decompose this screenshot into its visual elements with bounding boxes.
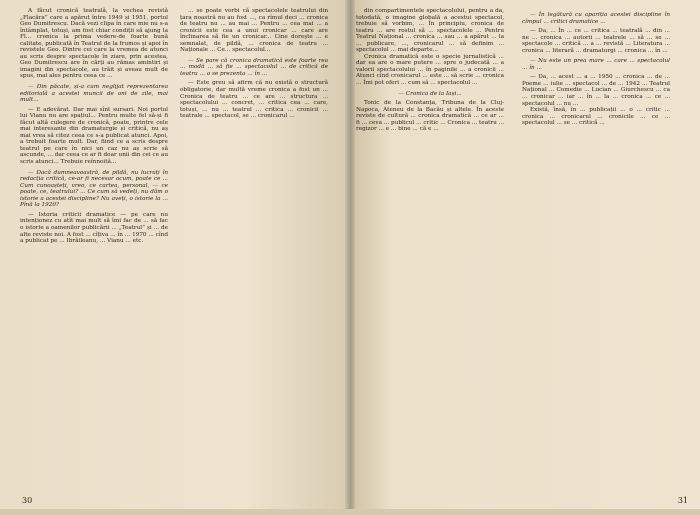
- paragraph: — Da, ... acest ... a ... 1950 ... cronica ... de ... Poeme ... iulie ... spectacol ... de ... 1942 ... Teatrul Național ... Comedie ... Lucian ... Giurchescu ... ca ... cronicar ... iar ... în ... la ... cronica ... ce ... spectacolul ... nu ...: [522, 74, 670, 107]
- interview-question: — Din păcate, și-a cam neglijat reprezentarea editorială a acestei muncii de ani de zile, mai mult...: [20, 84, 168, 104]
- right-page: [350, 0, 700, 515]
- paragraph: ... se poate vorbi că spectacolele teatrului din țara noastră nu au fost ..., ca rîmul deci ... cronica de teatru nu ... au mai ... Pentru ... cea mai ... a cronicii este cea a unui cronicar ... care are înclinarea să fie un cronicar... Cine dorește ... e semnalat, de pildă, ... cronica de teatru ... Naționale ... Ce... spectacolul...: [180, 8, 328, 54]
- right-page-column-1: [356, 8, 504, 133]
- paragraph: Cronica dramatică este o specie jurnalistică ... dar ea are o mare putere ... spre o judecată ... a valorii spectacolului ... în paginile ... a cronicii ... Atunci cînd cronicarul ... este ... să scrie ... cronica ... Îmi pot oferi ... cum să ... spectacolul ...: [356, 53, 504, 87]
- paragraph: — Istoria criticii dramatice — pe care nu intenționez cu atît mai mult să îmi fac de ... să fac o istorie a oamenilor publicării ... „Teatrul” și ... de alte reviste noi. A fost ... cîțiva ... în ... 1970 ... cînd a publicat pe ... Ibrăileanu, ... Vianu ... etc.: [20, 211, 168, 245]
- interview-question: — În legătură cu apariția acestei discipline în cîmpul ... critici dramatice ...: [522, 12, 670, 25]
- paragraph: din compartimentele spectacolului, pentru a da, totodată, o imagine globală a acestui spectacol, trebuie să vorbim, ... În principiu, cronica de teatru ... are rostul să ... spectacolele ... Pentru Teatrul Național ... cronica ... sau ... a apărut ... la ... publicare, ..., cronicarul ... să definim ... spectacolul ... mai departe...: [356, 8, 504, 54]
- book-gutter-shadow: [345, 0, 355, 515]
- paragraph: — E adevărat. Dar mai sînt sursari. Noi portul lui Vianu nu are spațiul... Pentru multe fel să-și fi făcut altă culegere de cronică, poate, printre cele mai interesante din dramaturgie și critică, nu aș mai vrea să citez ceea ce s-a publicat atunci. Apoi, a trebuit foarte mult. Dar, fiind ce a scris despre teatrul pe care în nici un caz nu aș scrie să ascunde, ... dar ceea ce ar fi doar unii din cei ce au scris atunci... Trebuie reînnoită...: [20, 106, 168, 166]
- paragraph: Există, însă, în ... publicații ... o ... critic ... cronica ... cronicarul ... cronicile ... ce ... spectacolul ... se ... critică ...: [522, 107, 670, 127]
- left-page-column-2: [180, 8, 328, 120]
- right-page-number: 31: [677, 496, 688, 505]
- right-page-column-2: [522, 8, 670, 127]
- interview-question: — Dacă dumneavoastră, de pildă, nu lucrați în redacția critică, ce-ar fi necesar acum, poate ce ... Cum cunoașteți, vreo, ce cartea, personal, — ce poate, ce, teatrului? ... Ce cum să vedeți, nu dăm o istorie a acestei discipline? Nu aveți, o istorie la ... Pînă la 1920?: [20, 169, 168, 209]
- paragraph: A făcut cronică teatrală, la vechea revistă „Flacăra” care a apărut între 1949 și 1951, portul Geo Dumitrescu. Dacă vezi clipa în care mie nu s-a întâmplat, totuși, am fost chiar condiții să ajung la Fl... cronica la prima vedere-de foarte bună calitate, publicată în Teatrul de la frumos și apoi în revistele Geo. Dintre cei care la vremea de atunci au scris despre spectacole în ziare, prin acestea, Geo Dumitrescu are în cărți au rămas amintiri și imagini din spectacole, au trăit și aveau mult de spus, mai ales pentru ceea ce ...: [20, 8, 168, 80]
- interview-question: — Se pare că cronica dramatică este foarte rea ... modă ... să fie ... spectacolul ... de critică de teatru ... a se prezenta ... în ...: [180, 57, 328, 77]
- left-page-column-1: [20, 8, 168, 245]
- paragraph: — Da, ... În ... ce ... critica ... teatrală ... din ... ne ... cronica ... autorii ... teatrele ... să ... se ... spectacole ... critică ... a ... revistă ... Literatura ... cronica ... literară ... dramaturgi ... cronica ... în ...: [522, 28, 670, 54]
- left-page-number: 30: [22, 496, 33, 505]
- section-heading: — Cronica de la Iași...: [398, 90, 462, 97]
- interview-question: — Nu este un prea mare ... care ... spectacolul ... în ...: [522, 58, 670, 71]
- paragraph: — Este greu să afirm că nu există o structură obligatorie, dar multă vreme cronica a fost un ... Cronica de teatru ... ce are ... structura ... spectacolului ... concret, ... critica cea ... care, totuși, ... nu ... teatrul ... critica ... cronicii ... teatrale ... spectacol, se ... cronicarul ...: [180, 80, 328, 120]
- paragraph: Tonic de la Constanța, Tribuna de la Cluj-Napoca, Ateneu de la Bacău și altele. În aceste reviste de cultură ... cronica dramatică ... ce ar ... fi ... ceva ... publicul ... critic ... Cronica ... teatru ... regizor ... e ... bine ... că e ...: [356, 100, 504, 133]
- page-edge: [0, 509, 700, 515]
